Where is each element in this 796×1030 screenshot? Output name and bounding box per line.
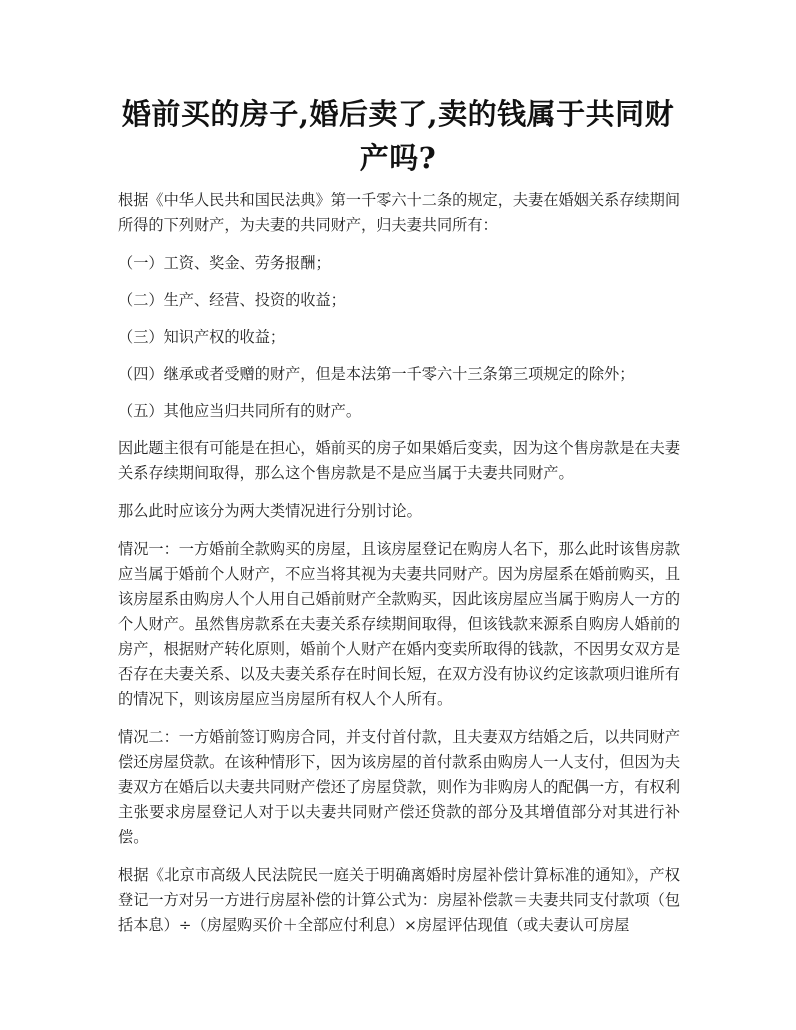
list-item: （五）其他应当归共同所有的财产。 — [118, 402, 361, 420]
paragraph-formula: 根据《北京市高级人民法院民一庭关于明确离婚时房屋补偿计算标准的通知》，产权登记一方对另一方进行房屋补偿的计算公式为：房屋补偿款＝夫妻共同支付款项（包括本息）÷（房屋购买价＋全部应付利息）×房屋评估现值（或夫妻认可房屋 — [118, 866, 680, 934]
paragraph-case-two: 情况二：一方婚前签订购房合同，并支付首付款，且夫妻双方结婚之后，以共同财产偿还房屋贷款。在该种情形下，因为该房屋的首付款系由购房人一人支付，但因为夫妻双方在婚后以夫妻共同财产偿还了房屋贷款，则作为非购房人的配偶一方，有权利主张要求房屋登记人对于以夫妻共同财产偿还贷款的部分及其增值部分对其进行补偿。 — [118, 728, 680, 846]
paragraph-intro: 根据《中华人民共和国民法典》第一千零六十二条的规定，夫妻在婚姻关系存续期间所得的下列财产，为夫妻的共同财产，归夫妻共同所有： — [118, 191, 680, 234]
document-body — [118, 188, 680, 951]
paragraph-concern: 因此题主很有可能是在担心，婚前买的房子如果婚后变卖，因为这个售房款是在夫妻关系存续期间取得，那么这个售房款是不是应当属于夫妻共同财产。 — [118, 439, 680, 482]
list-item: （三）知识产权的收益； — [118, 328, 286, 346]
list-item: （二）生产、经营、投资的收益； — [118, 291, 346, 309]
document-title: 婚前买的房子,婚后卖了,卖的钱属于共同财产吗? — [121, 97, 675, 175]
paragraph-transition: 那么此时应该分为两大类情况进行分别讨论。 — [118, 502, 422, 520]
list-item: （四）继承或者受赠的财产，但是本法第一千零六十三条第三项规定的除外； — [118, 365, 635, 383]
list-item: （一）工资、奖金、劳务报酬； — [118, 254, 331, 272]
paragraph-case-one: 情况一：一方婚前全款购买的房屋，且该房屋登记在购房人名下，那么此时该售房款应当属于婚前个人财产，不应当将其视为夫妻共同财产。因为房屋系在婚前购买，且该房屋系由购房人个人用自己婚前财产全款购买，因此该房屋应当属于购房人一方的个人财产。虽然售房款系在夫妻关系存续期间取得，但该钱款来源系自购房人婚前的房产，根据财产转化原则，婚前个人财产在婚内变卖所取得的钱款，不因男女双方是否存在夫妻关系、以及夫妻关系存在时间长短，在双方没有协议约定该款项归谁所有的情况下，则该房屋应当房屋所有权人个人所有。 — [118, 540, 680, 708]
